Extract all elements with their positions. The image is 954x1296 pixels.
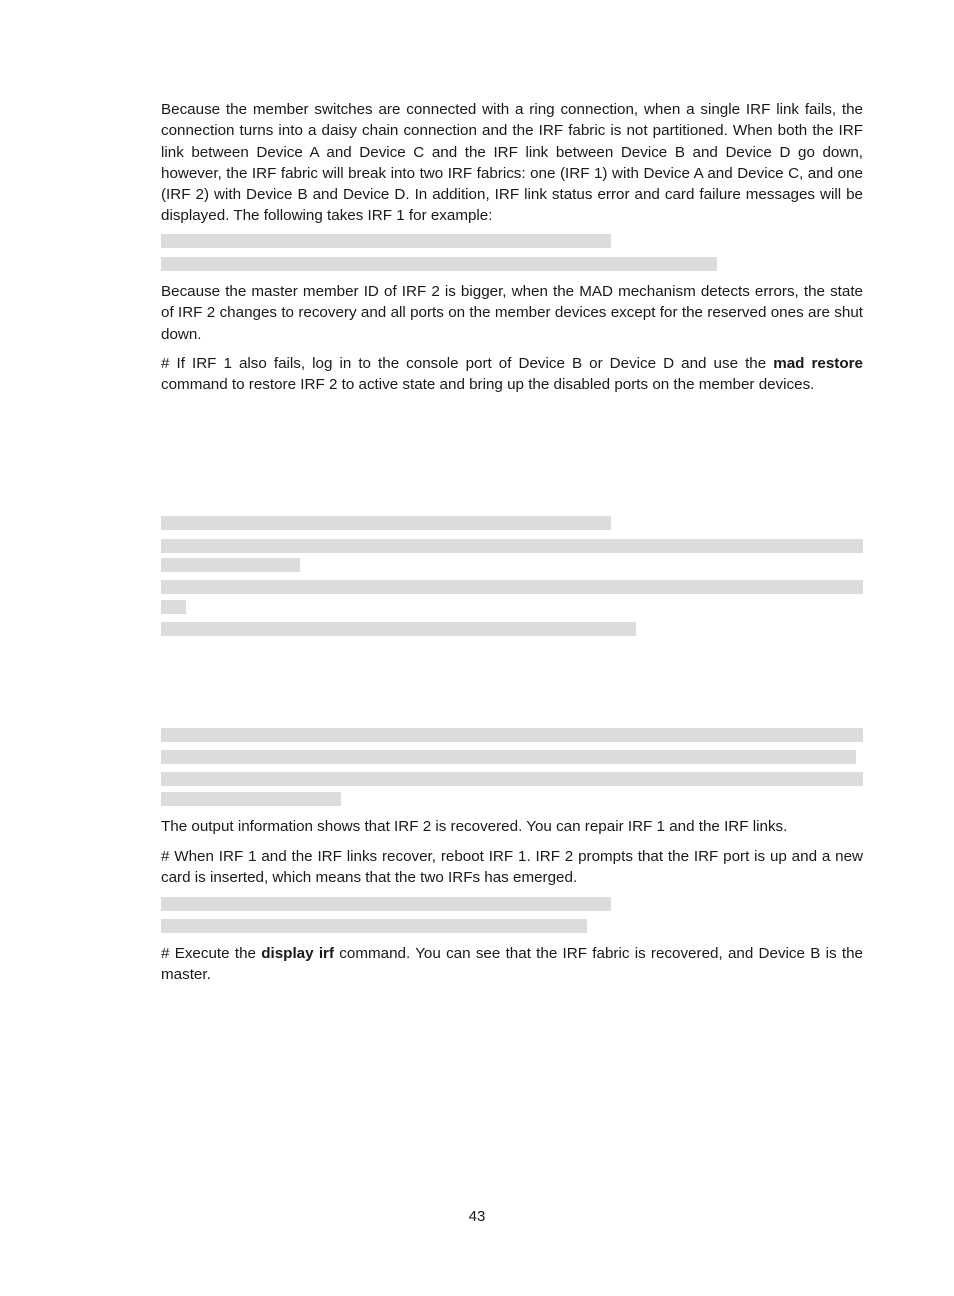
redacted-code-line — [161, 580, 863, 594]
redacted-code-line — [161, 750, 856, 764]
redacted-code-line — [161, 622, 636, 636]
redacted-code-line — [161, 919, 587, 933]
redacted-code-line — [161, 558, 300, 572]
paragraph-text: # Execute the — [161, 945, 262, 962]
paragraph-text: command. You can see that the IRF fabric is recovered, and Device B is the master. — [161, 945, 863, 984]
paragraph-text: command to restore IRF 2 to active state and bring up the disabled ports on the member devices. — [161, 376, 815, 394]
command-mad-restore: mad restore — [773, 355, 864, 372]
command-display-irf: display irf — [261, 945, 335, 962]
redacted-code-line — [161, 234, 611, 248]
paragraph-display-irf — [161, 943, 863, 986]
redacted-code-line — [161, 897, 611, 911]
paragraph-mad-recovery: Because the master member ID of IRF 2 is bigger, when the MAD mechanism detects errors, the state of IRF 2 changes to recovery and all ports on the member devices except for the reserved ones are shut down. — [161, 283, 863, 343]
page-number: 43 — [468, 1208, 486, 1225]
redacted-code-line — [161, 539, 863, 553]
paragraph-irf2-recovered: The output information shows that IRF 2 is recovered. You can repair IRF 1 and the IRF links. — [161, 818, 788, 835]
redacted-code-line — [161, 516, 611, 530]
paragraph-mad-restore — [161, 353, 863, 396]
paragraph-ring-connection: Because the member switches are connected with a ring connection, when a single IRF link fails, the connection turns into a daisy chain connection and the IRF fabric is not partitioned. When both the IRF link between Device A and Device C and the IRF link between Device B and Device D go down, however, the IRF fabric will break into two IRF fabrics: one (IRF 1) with Device A and Device C, and one (IRF 2) with Device B and Device D. In addition, IRF link status error and card failure messages will be displayed. The following takes IRF 1 for example: — [161, 101, 863, 225]
redacted-code-line — [161, 257, 717, 271]
redacted-code-line — [161, 772, 863, 786]
redacted-code-line — [161, 792, 341, 806]
redacted-code-line — [161, 728, 863, 742]
paragraph-text: # If IRF 1 also fails, log in to the console port of Device B or Device D and use the — [161, 355, 774, 372]
redacted-code-line — [161, 600, 186, 614]
paragraph-reboot-irf1: # When IRF 1 and the IRF links recover, reboot IRF 1. IRF 2 prompts that the IRF port is up and a new card is inserted, which means that the two IRFs has emerged. — [161, 848, 863, 887]
